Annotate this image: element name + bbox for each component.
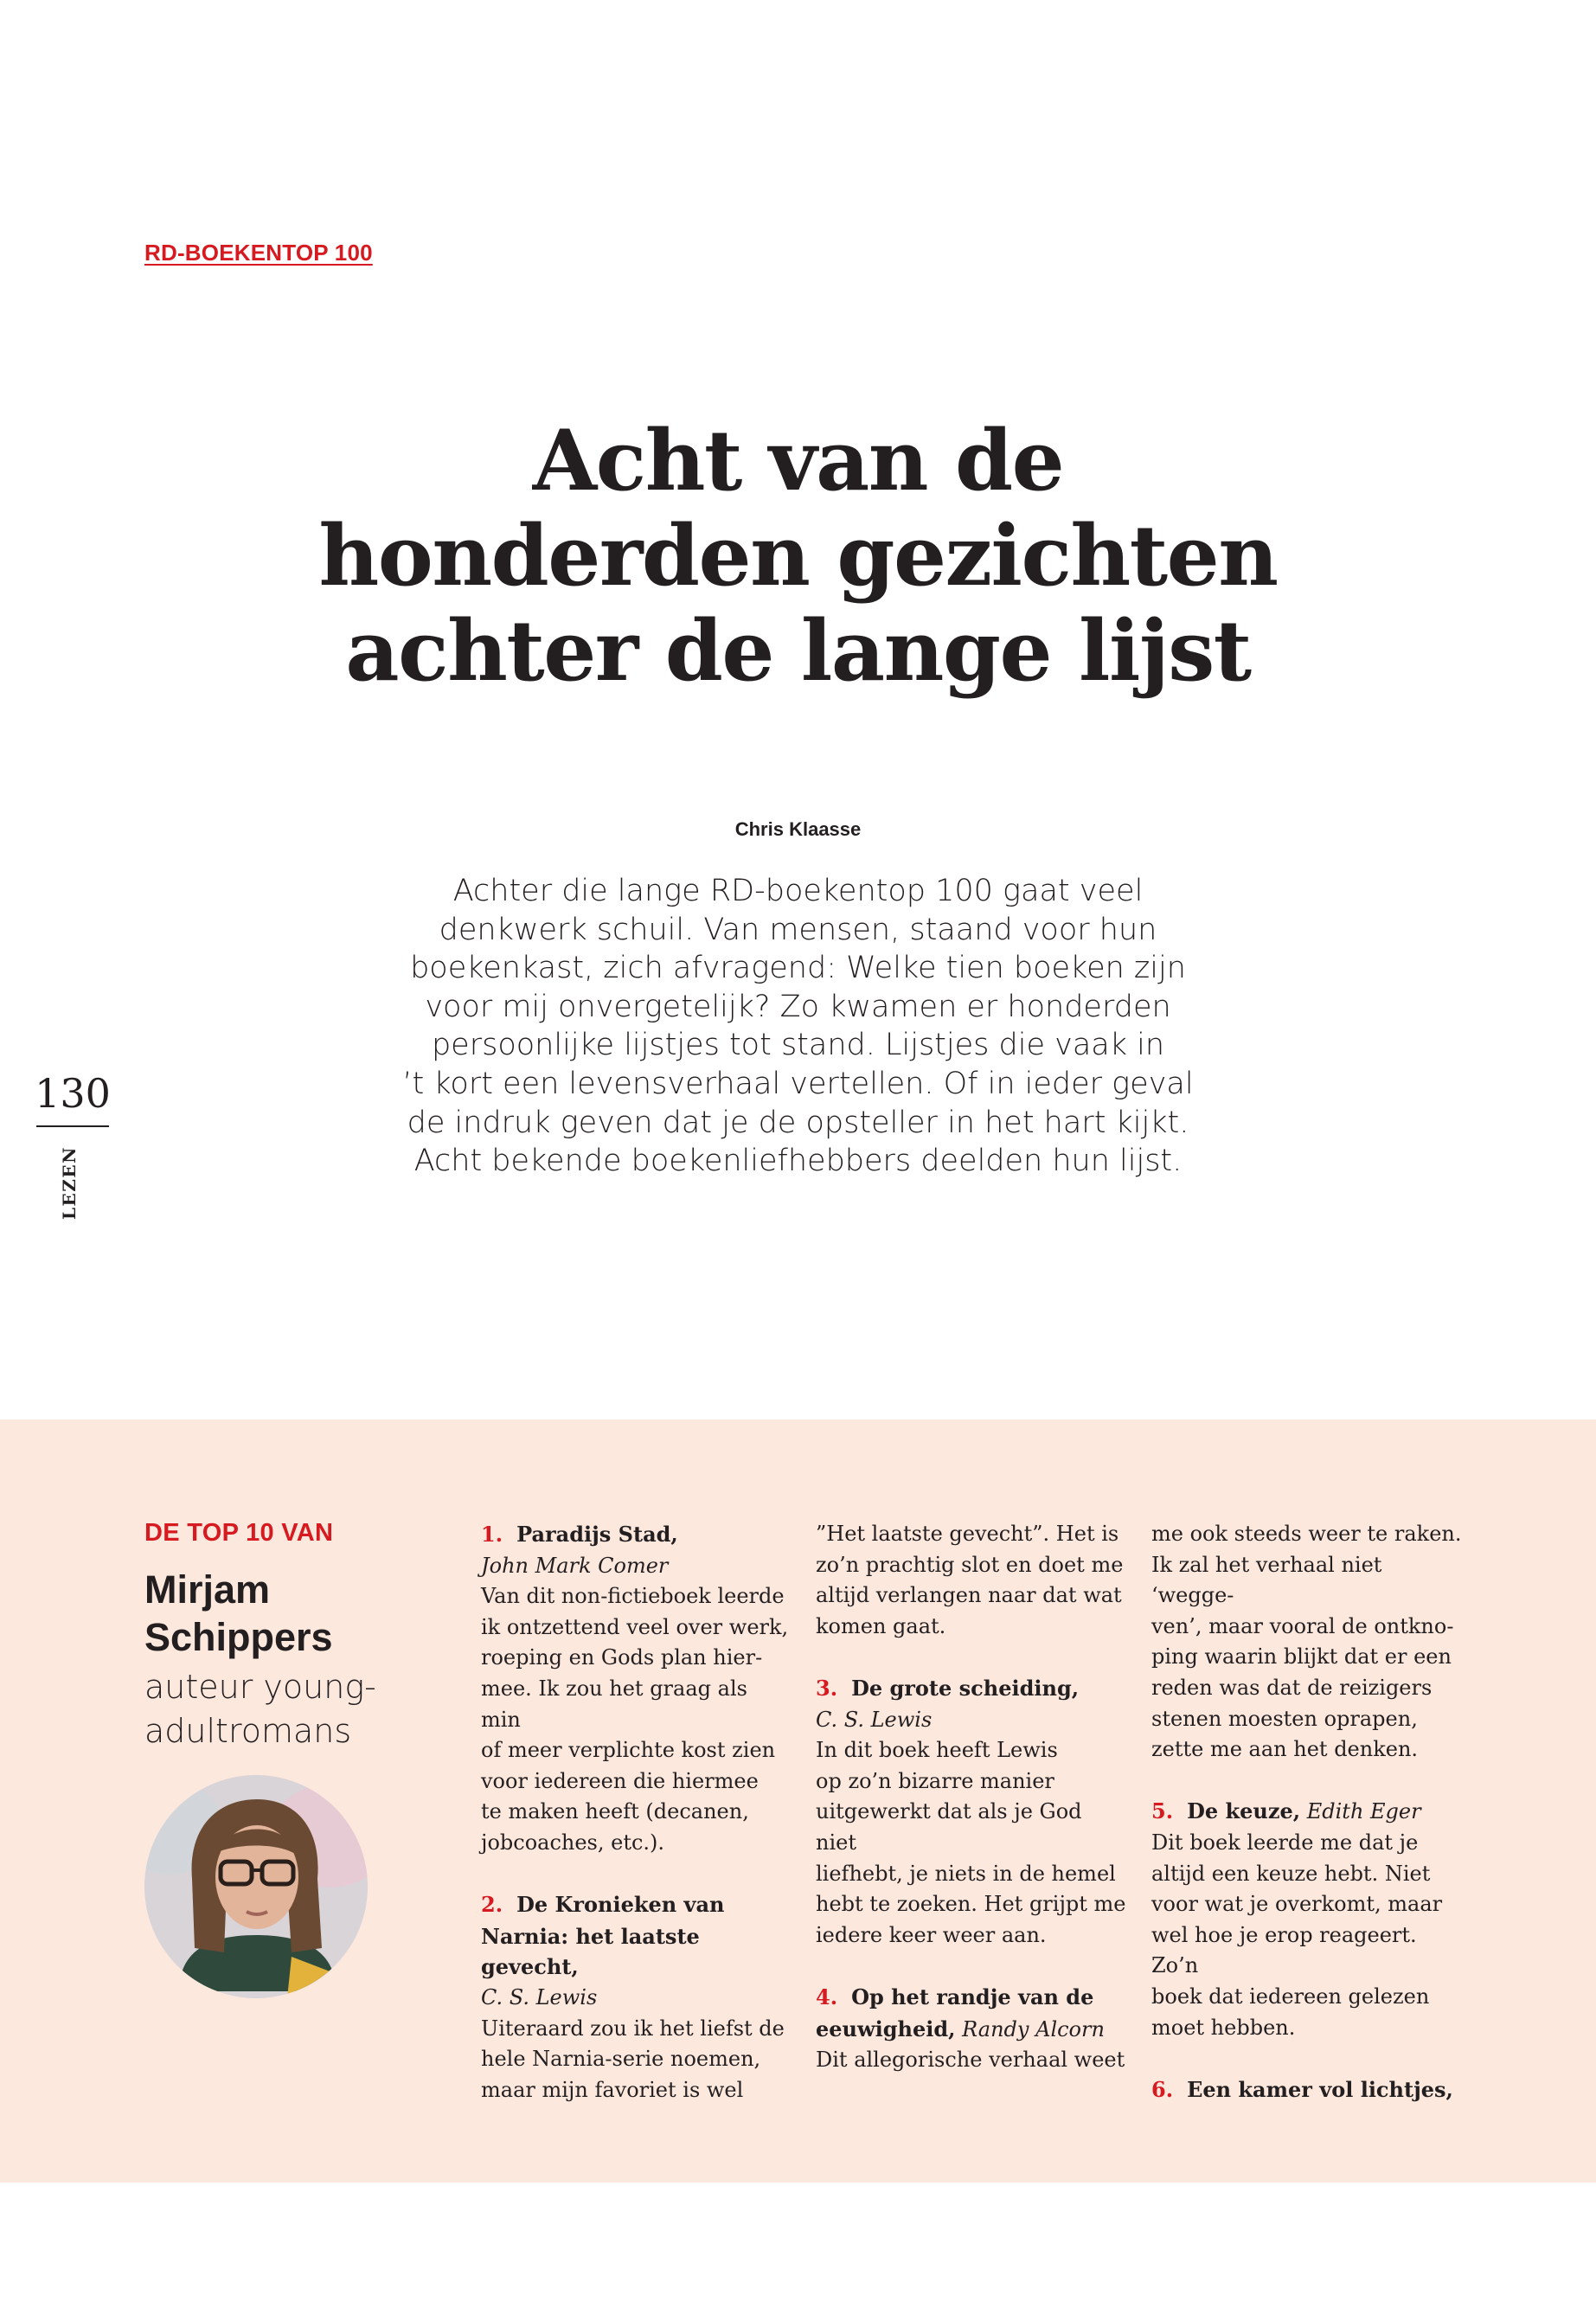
list-column-3 [1151, 1519, 1463, 2106]
intro-paragraph [363, 872, 1233, 1181]
portrait-photo [144, 1775, 368, 1998]
book-title: Op het randje van de [851, 1984, 1094, 2009]
text-line: ven’, maar vooral de ontkno- [1151, 1613, 1454, 1638]
text-line: ik ontzettend veel over werk, [481, 1614, 789, 1639]
list-item [481, 1519, 792, 1859]
text-line: voor wat je overkomt, maar [1151, 1892, 1443, 1917]
book-title: Paradijs Stad, [516, 1522, 678, 1547]
text-line: hele Narnia-serie noemen, [481, 2047, 761, 2072]
book-author: C. S. Lewis [816, 1707, 933, 1732]
text-line: In dit boek heeft Lewis [816, 1738, 1058, 1763]
list-item-heading [481, 1519, 792, 1551]
section-kicker: RD-BOEKENTOP 100 [144, 240, 373, 266]
title-author-line [816, 2014, 1127, 2046]
text-line: mee. Ik zou het graag als min [481, 1676, 747, 1732]
title-line: Acht van de [532, 412, 1064, 510]
item-number: 4. [816, 1984, 838, 2009]
book-title: Narnia: het laatste gevecht, [481, 1923, 700, 1980]
person-role [144, 1665, 421, 1753]
text-line: altijd verlangen naar dat wat [816, 1583, 1122, 1608]
title-line: honderden gezichten [318, 507, 1278, 605]
text-line: Uiteraard zou ik het liefst de [481, 2016, 785, 2041]
intro-line: ’t kort een levensverhaal vertellen. Of in ieder geval [402, 1066, 1194, 1101]
text-line: zette me aan het denken. [1151, 1737, 1419, 1762]
list-item [481, 1889, 792, 2106]
book-author: Edith Eger [1306, 1799, 1421, 1824]
text-line: voor iedereen die hiermee [481, 1768, 759, 1793]
list-item-heading [481, 1889, 792, 1921]
book-author: John Mark Comer [481, 1553, 669, 1578]
text-line: Van dit non-fictieboek leerde [481, 1584, 785, 1609]
intro-line: de indruk geven dat je de opsteller in het hart kijkt. [407, 1105, 1189, 1140]
text-line: uitgewerkt dat als je God niet [816, 1799, 1082, 1855]
text-line: liefhebt, je niets in de hemel [816, 1861, 1116, 1886]
list-item-heading [1151, 1796, 1463, 1828]
text-line: jobcoaches, etc.). [481, 1830, 665, 1855]
list-item-heading [1151, 2074, 1463, 2106]
text-line: zo’n prachtig slot en doet me [816, 1552, 1124, 1577]
folio-divider [36, 1125, 109, 1127]
section-label: LEZEN [59, 1146, 80, 1221]
person-name [144, 1566, 413, 1661]
book-author: Randy Alcorn [962, 2016, 1105, 2041]
list-column-1 [481, 1519, 792, 2106]
text-line: stenen moesten oprapen, [1151, 1706, 1418, 1731]
list-item [816, 1673, 1127, 1951]
list-item-heading [816, 1673, 1127, 1705]
book-title: eeuwigheid, [816, 2016, 956, 2041]
text-line: altijd een keuze hebt. Niet [1151, 1861, 1431, 1886]
text-line: Dit boek leerde me dat je [1151, 1830, 1419, 1855]
book-title: Een kamer vol lichtjes, [1187, 2076, 1453, 2102]
text-line: ping waarin blijkt dat er een [1151, 1644, 1452, 1670]
list-column-2 [816, 1519, 1127, 2076]
text-line: reden was dat de reizigers [1151, 1675, 1433, 1700]
text-line: iedere keer weer aan. [816, 1922, 1047, 1947]
text-line: maar mijn favoriet is wel [481, 2077, 744, 2102]
item-number: 5. [1151, 1798, 1174, 1824]
list-item [816, 1982, 1127, 2076]
portrait-illustration [144, 1775, 368, 1998]
book-title: De grote scheiding, [851, 1675, 1080, 1701]
text-line: boek dat iedereen gelezen [1151, 1984, 1430, 2009]
list-item-continued [1151, 1519, 1463, 1766]
list-item [1151, 1796, 1463, 2043]
page-title [260, 413, 1336, 699]
name-line: Mirjam [144, 1567, 271, 1612]
item-number: 6. [1151, 2076, 1174, 2102]
text-line: Ik zal het verhaal niet ‘wegge- [1151, 1552, 1382, 1608]
intro-line: Achter die lange RD-boekentop 100 gaat veel [452, 874, 1144, 908]
intro-line: Acht bekende boekenliefhebbers deelden hun lijst. [413, 1144, 1183, 1179]
intro-line: boekenkast, zich afvragend: Welke tien boeken zijn [410, 951, 1186, 986]
text-line: of meer verplichte kost zien [481, 1738, 776, 1763]
text-line: op zo’n bizarre manier [816, 1768, 1054, 1793]
role-line: adultromans [144, 1712, 352, 1750]
top10-label: DE TOP 10 VAN [144, 1519, 334, 1547]
page-number: 130 [35, 1070, 111, 1117]
list-item-heading [816, 1982, 1127, 2014]
book-title: De keuze, [1187, 1798, 1301, 1824]
text-line: komen gaat. [816, 1613, 946, 1638]
intro-line: voor mij onvergetelijk? Zo kwamen er honderden [425, 989, 1171, 1024]
intro-line: persoonlijke lijstjes tot stand. Lijstjes die vaak in [431, 1028, 1165, 1063]
item-number: 3. [816, 1675, 838, 1701]
role-line: auteur young- [144, 1668, 376, 1706]
text-line: hebt te zoeken. Het grijpt me [816, 1892, 1126, 1917]
item-number: 2. [481, 1892, 503, 1918]
intro-line: denkwerk schuil. Van mensen, staand voor hun [439, 912, 1157, 947]
book-title: De Kronieken van [516, 1892, 725, 1918]
name-line: Schippers [144, 1615, 333, 1659]
text-line: wel hoe je erop reageert. Zo’n [1151, 1922, 1417, 1978]
byline: Chris Klaasse [734, 818, 862, 840]
book-author: C. S. Lewis [481, 1984, 598, 2009]
text-line: moet hebben. [1151, 2015, 1296, 2040]
text-line: ”Het laatste gevecht”. Het is [816, 1522, 1119, 1546]
list-item-continued [816, 1519, 1127, 1642]
text-line: me ook steeds weer te raken. [1151, 1522, 1462, 1546]
title-line: achter de lange lijst [345, 602, 1251, 700]
text-line: Dit allegorische verhaal weet [816, 2048, 1125, 2073]
text-line: te maken heeft (decanen, [481, 1799, 749, 1824]
item-number: 1. [481, 1522, 503, 1547]
list-item [1151, 2074, 1463, 2106]
text-line: roeping en Gods plan hier- [481, 1645, 763, 1670]
